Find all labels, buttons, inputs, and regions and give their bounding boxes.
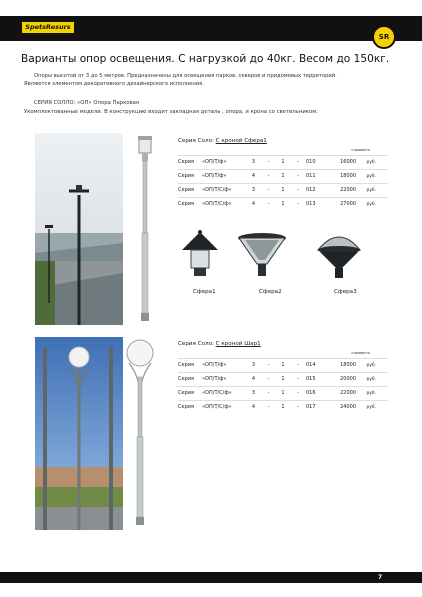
series-description: Укомплектованные модели. В конструкцию входит закладная деталь , опора, и крона со светильником.: [24, 109, 318, 115]
intro-line-2: Являются элементом декоративного дизайнерского исполнения.: [24, 81, 204, 87]
price-column-header: стоимость: [351, 351, 370, 355]
table-cell-e: 1: [281, 390, 285, 396]
table-cell-b: «ОП/Т/ф»: [202, 173, 227, 179]
table-cell-g: 013: [306, 201, 316, 207]
page-title: Варианты опор освещения. С нагрузкой до 40кг. Весом до 150кг.: [21, 53, 390, 65]
table-row: [178, 169, 388, 183]
table-cell-d: -: [267, 376, 270, 382]
table-cell-price: 18000: [340, 362, 356, 368]
table-cell-cur: руб.: [366, 405, 376, 410]
intro-line-1: Опоры высотой от 3 до 5 метров. Предназначены для освещения парков, скверов и придомовых территорий.: [34, 73, 337, 79]
table-row: [178, 372, 388, 386]
table-cell-c: 4: [251, 404, 256, 410]
table-caption-link[interactable]: С кроной Сфера1: [215, 138, 267, 144]
footer-bar: [0, 572, 422, 583]
table-cell-cur: руб.: [366, 391, 376, 396]
table-cell-price: 16000: [340, 159, 356, 165]
table-cell-g: 012: [306, 187, 316, 193]
table-cell-g: 017: [306, 404, 316, 410]
table-cell-a: Серия: [178, 376, 194, 382]
price-table-shar: [178, 341, 388, 414]
table-cell-e: 1: [281, 404, 285, 410]
table-cell-c: 3: [251, 159, 256, 165]
brand-label: SpetsResurs: [22, 22, 74, 33]
table-caption-link[interactable]: С кроной Шар1: [215, 341, 261, 347]
table-cell-a: Серия: [178, 187, 194, 193]
company-logo: [372, 25, 396, 49]
table-cell-c: 4: [251, 201, 256, 207]
table-cell-price: 20000: [340, 376, 356, 382]
table-cell-b: «ОП/Т/ф»: [202, 159, 227, 165]
lamp-pole-drawing-1: [130, 133, 160, 325]
lamp-label-1: Сфера1: [193, 289, 216, 295]
table-cell-cur: руб.: [366, 174, 376, 179]
table-cell-price: 18000: [340, 173, 356, 179]
lamp-head-sfera3: [314, 228, 364, 282]
table-cell-g: 014: [306, 362, 316, 368]
table-cell-a: Серия: [178, 201, 194, 207]
lamp-label-3: Сфера3: [334, 289, 357, 295]
table-cell-a: Серия: [178, 390, 194, 396]
table-cell-f: -: [297, 362, 299, 368]
table-cell-c: 4: [251, 376, 256, 382]
table-cell-b: «ОП/Т/ф»: [202, 376, 227, 382]
table-cell-g: 016: [306, 390, 316, 396]
page-number: 7: [378, 574, 383, 581]
table-cell-e: 1: [281, 173, 285, 179]
table-cell-g: 010: [306, 159, 316, 165]
table-cell-cur: руб.: [366, 160, 376, 165]
table-cell-d: -: [267, 159, 270, 165]
table-cell-d: -: [267, 362, 270, 368]
table-cell-c: 4: [251, 173, 256, 179]
table-cell-price: 27000: [340, 201, 356, 207]
table-cell-b: «ОП/Т/С/ф»: [202, 404, 232, 410]
table-cell-e: 1: [281, 201, 285, 207]
lamp-head-sfera2: [237, 230, 287, 282]
park-photo-1: [35, 133, 123, 325]
table-cell-g: 015: [306, 376, 316, 382]
table-cell-a: Серия: [178, 362, 194, 368]
table-cell-f: -: [297, 376, 299, 382]
table-cell-cur: руб.: [366, 188, 376, 193]
table-cell-g: 011: [306, 173, 316, 179]
table-cell-cur: руб.: [366, 202, 376, 207]
table-cell-e: 1: [281, 362, 285, 368]
table-cell-d: -: [267, 201, 270, 207]
table-cell-cur: руб.: [366, 363, 376, 368]
table-cell-f: -: [297, 390, 299, 396]
table-cell-cur: руб.: [366, 377, 376, 382]
table-cell-price: 22000: [340, 187, 356, 193]
table-caption: Серия Соло: С кроной Шар1: [178, 341, 261, 347]
table-cell-d: -: [267, 173, 270, 179]
table-row: [178, 386, 388, 400]
table-cell-b: «ОП/Т/С/ф»: [202, 390, 232, 396]
lamp-head-sfera1: [178, 228, 222, 280]
price-table-sfera: [178, 138, 388, 211]
series-heading: СЕРИЯ СОЛЛО: «ОП» Опора Парковая: [34, 100, 140, 106]
table-caption: Серия Соло: С кроной Сфера1: [178, 138, 267, 144]
table-cell-f: -: [297, 404, 299, 410]
table-cell-d: -: [267, 187, 270, 193]
table-cell-f: -: [297, 173, 299, 179]
park-photo-2: [35, 337, 123, 530]
table-row: [178, 197, 388, 211]
table-cell-e: 1: [281, 159, 285, 165]
table-cell-b: «ОП/Т/С/ф»: [202, 187, 232, 193]
table-cell-e: 1: [281, 376, 285, 382]
table-cell-c: 3: [251, 390, 256, 396]
table-cell-f: -: [297, 159, 299, 165]
table-cell-d: -: [267, 390, 270, 396]
table-cell-d: -: [267, 404, 270, 410]
lamp-pole-drawing-2: [118, 337, 162, 530]
logo-text: SR: [378, 33, 390, 41]
price-column-header: стоимость: [351, 148, 370, 152]
table-cell-a: Серия: [178, 159, 194, 165]
table-cell-price: 22000: [340, 390, 356, 396]
table-row: [178, 400, 388, 414]
table-cell-f: -: [297, 201, 299, 207]
table-cell-c: 3: [251, 187, 256, 193]
table-row: [178, 358, 388, 372]
table-cell-a: Серия: [178, 404, 194, 410]
table-row: [178, 183, 388, 197]
table-cell-c: 3: [251, 362, 256, 368]
table-cell-b: «ОП/Т/ф»: [202, 362, 227, 368]
lamp-label-2: Сфера2: [259, 289, 282, 295]
table-row: [178, 155, 388, 169]
table-cell-a: Серия: [178, 173, 194, 179]
table-cell-b: «ОП/Т/С/ф»: [202, 201, 232, 207]
table-cell-e: 1: [281, 187, 285, 193]
table-cell-price: 24000: [340, 404, 356, 410]
table-cell-f: -: [297, 187, 299, 193]
